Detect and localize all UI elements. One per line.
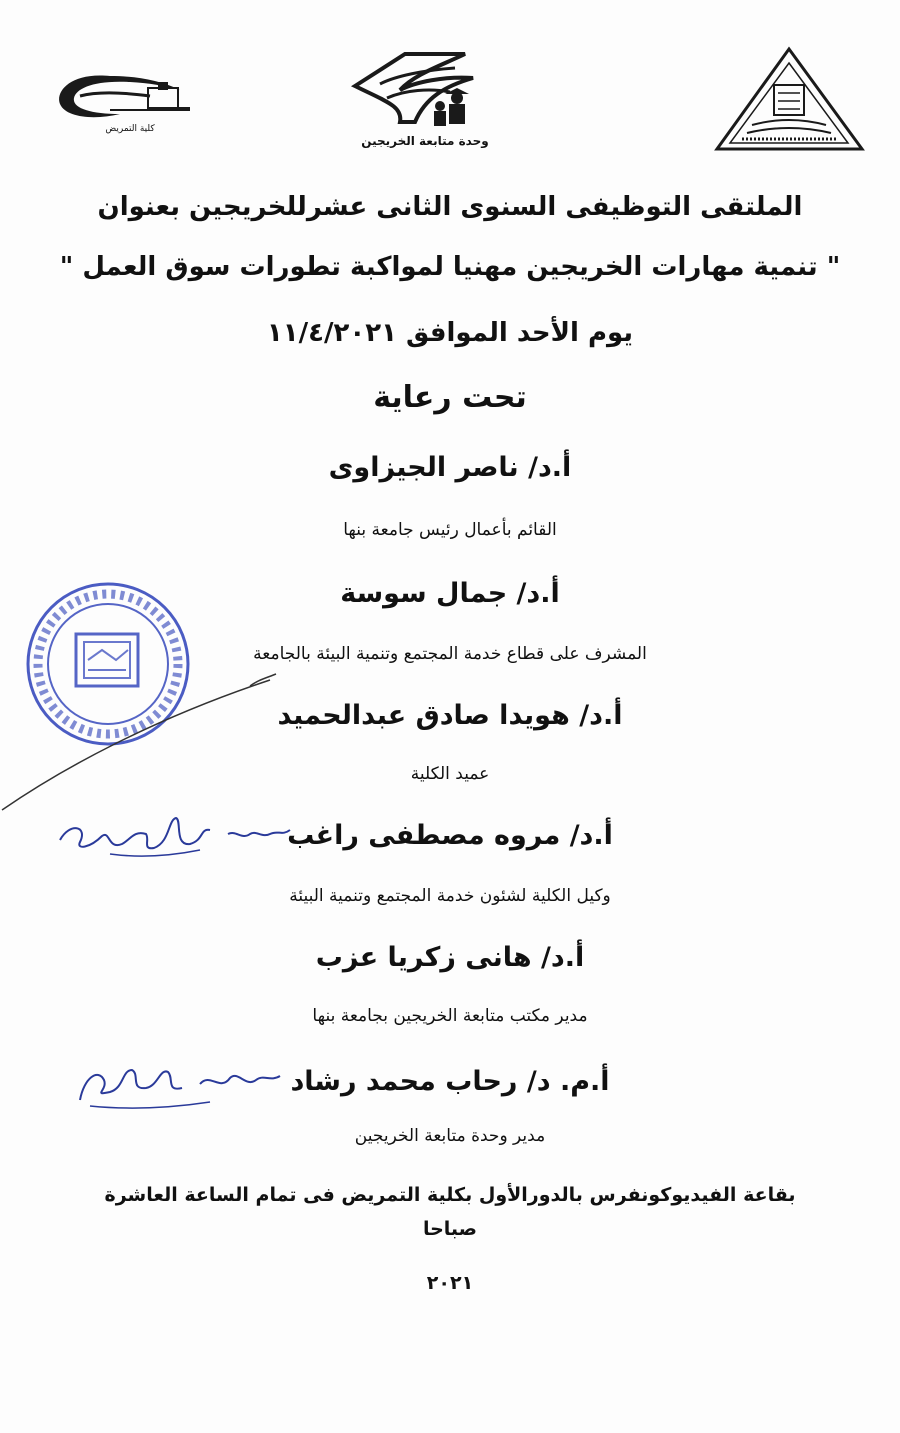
person-role: مدير مكتب متابعة الخريجين بجامعة بنها [312,1006,588,1026]
event-title: الملتقى التوظيفى السنوى الثانى عشرللخريجين بعنوان [97,192,803,222]
event-date: يوم الأحد الموافق ١١/٤/٢٠٢١ [266,318,634,348]
university-logo [712,45,867,155]
handwritten-signature [70,1048,290,1118]
person-name: أ.د/ مروه مصطفى راغب [287,820,613,851]
person-role: وكيل الكلية لشئون خدمة المجتمع وتنمية البيئة [289,886,611,906]
person-name: أ.د/ جمال سوسة [340,578,560,609]
person-name: أ.د/ ناصر الجيزاوى [328,452,572,483]
faculty-logo [50,62,200,142]
person-role: المشرف على قطاع خدمة المجتمع وتنمية البيئة بالجامعة [253,644,647,664]
person-role: عميد الكلية [410,764,490,784]
graduates-unit-logo [345,46,505,156]
person-name: أ.د/ هويدا صادق عبدالحميد [277,700,623,731]
graduates-unit-logo-graphic [345,46,505,141]
patronage-heading: تحت رعاية [373,380,527,415]
graduates-unit-logo-caption: وحدة متابعة الخريجين [361,134,489,148]
faculty-logo-caption: كلية التمريض [105,124,155,134]
signature-stroke [0,650,300,820]
handwritten-signature [50,800,300,870]
venue-text: بقاعة الفيديوكونفرس بالدورالأول بكلية التمريض فى تمام الساعة العاشرة [104,1184,796,1206]
person-role: مدير وحدة متابعة الخريجين [354,1126,546,1146]
time-text: صباحا [422,1218,478,1240]
person-role: القائم بأعمال رئيس جامعة بنها [343,520,557,540]
year-text: ٢٠٢١ [426,1272,474,1294]
person-name: أ.م. د/ رحاب محمد رشاد [290,1066,610,1097]
person-name: أ.د/ هانى زكريا عزب [315,942,585,973]
event-subtitle: " تنمية مهارات الخريجين مهنيا لمواكبة تطورات سوق العمل " [59,252,841,282]
university-logo-graphic [712,45,867,155]
